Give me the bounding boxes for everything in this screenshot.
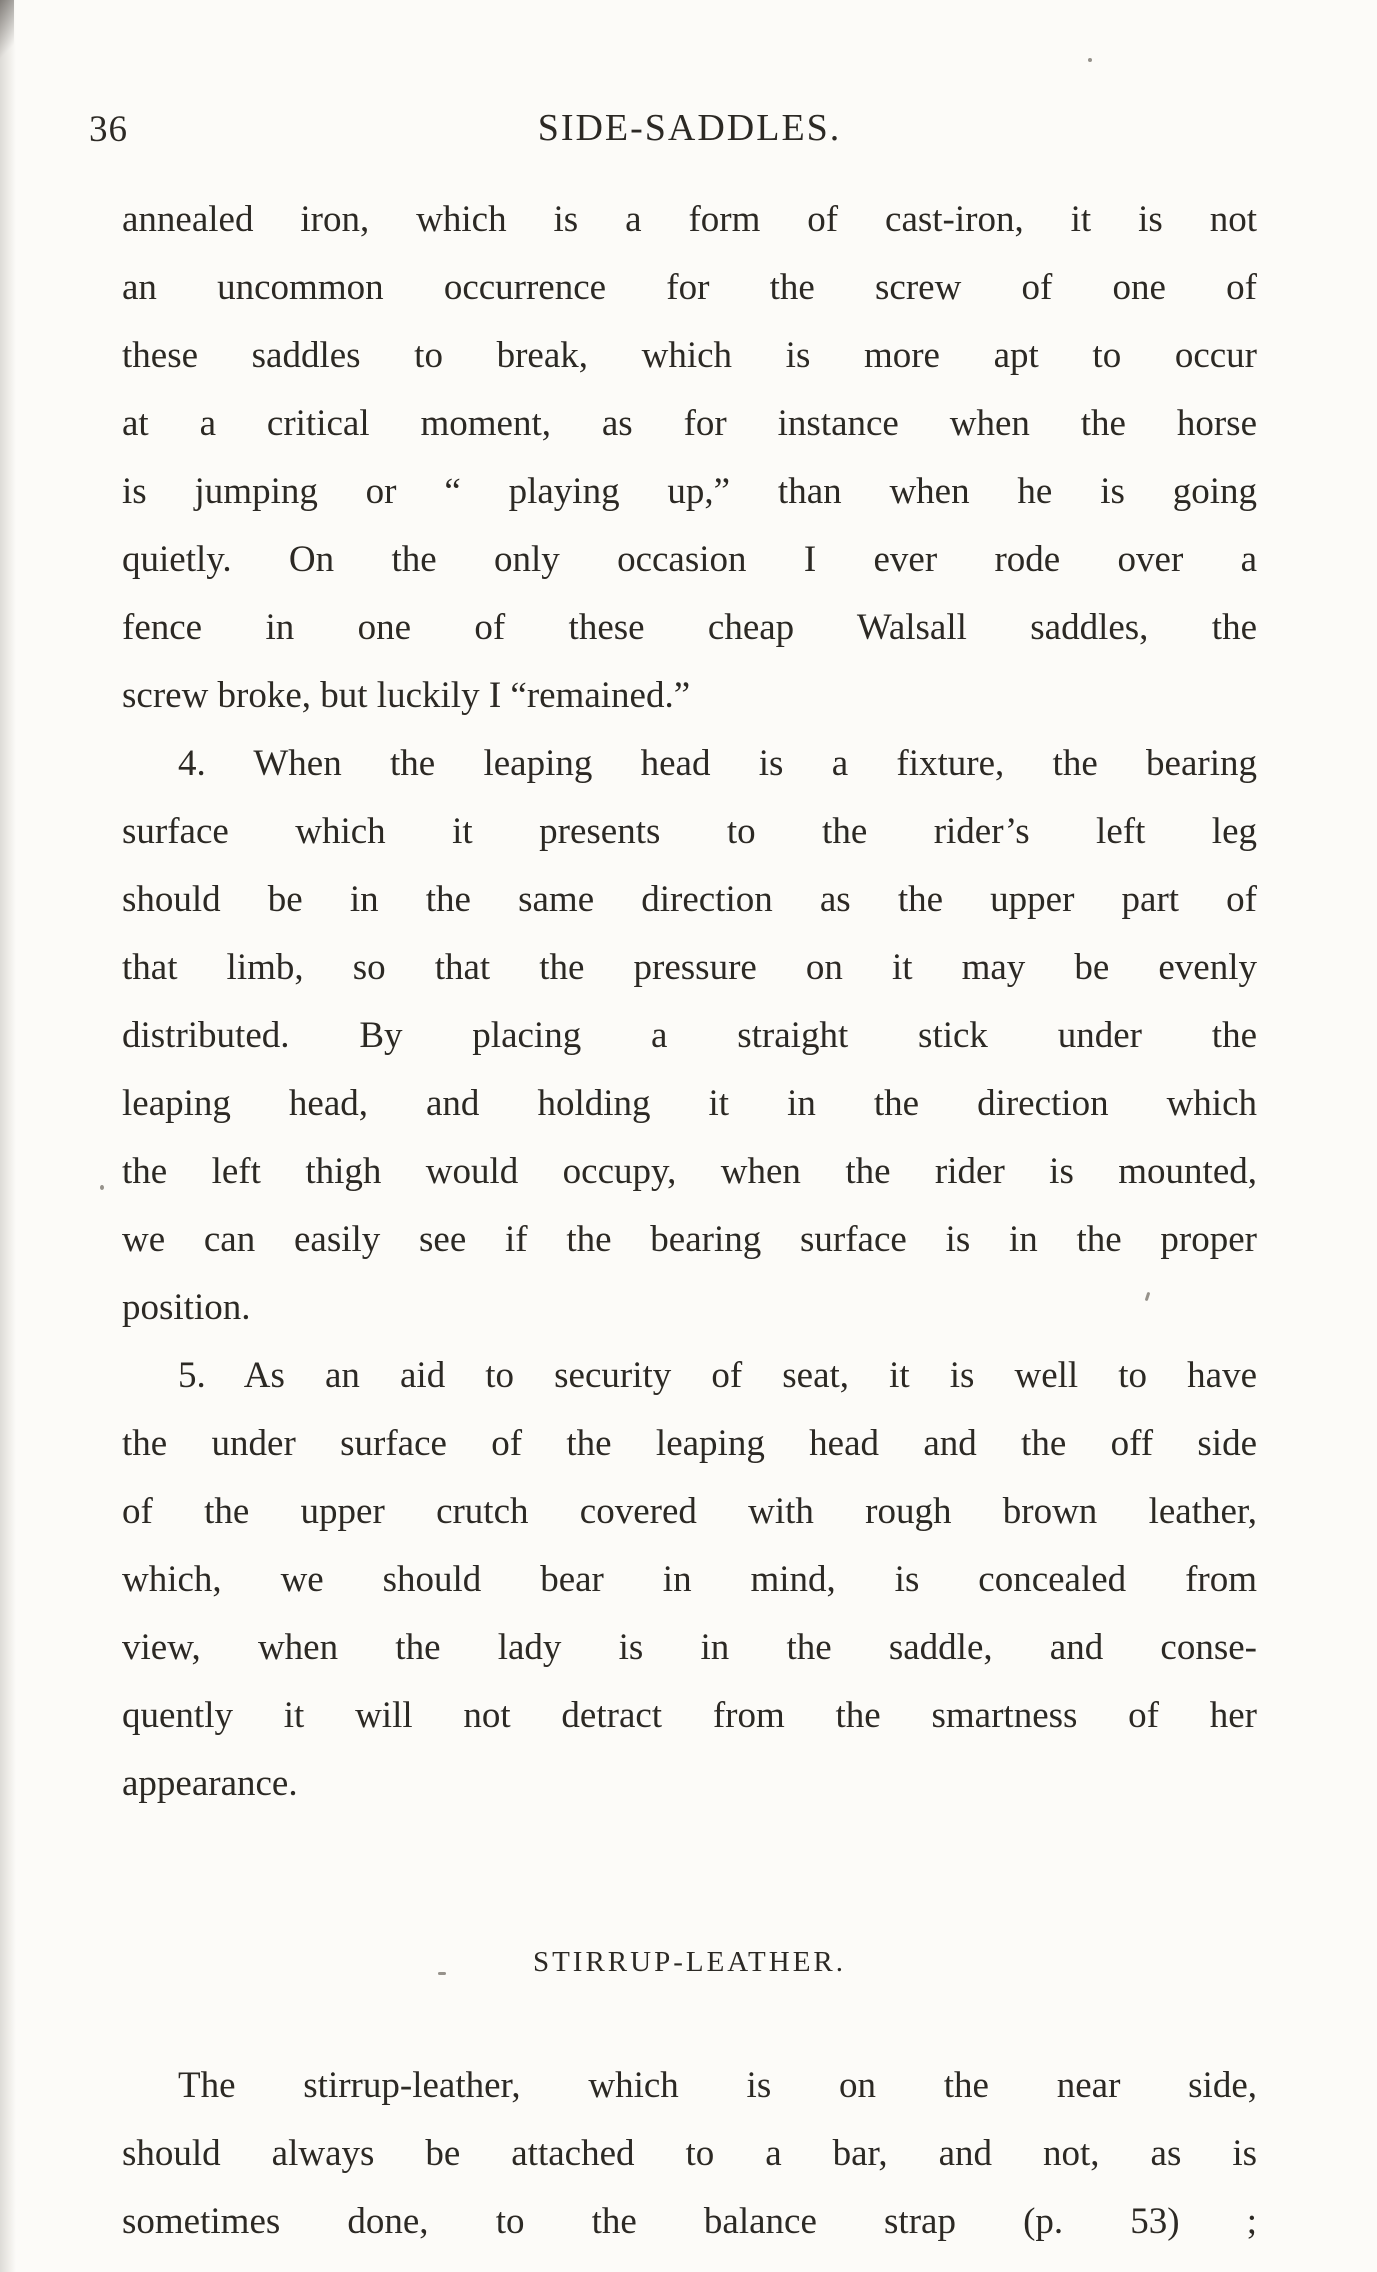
text-line: appearance. — [122, 1763, 298, 1804]
text-line: the under surface of the leaping head and the off side — [122, 1423, 1257, 1464]
body-paragraph — [122, 186, 1257, 730]
text-line: surface which it presents to the rider’s left leg — [122, 811, 1257, 852]
text-line: sometimes done, to the balance strap (p. 53) ; — [122, 2201, 1257, 2242]
text-line: screw broke, but luckily I “remained.” — [122, 675, 691, 716]
body-paragraph — [122, 730, 1257, 1342]
text-line: The stirrup-leather, which is on the near side, — [178, 2065, 1257, 2106]
text-line: view, when the lady is in the saddle, and conse- — [122, 1627, 1257, 1668]
text-line: at a critical moment, as for instance when the horse — [122, 403, 1257, 444]
text-line: quently it will not detract from the smartness of her — [122, 1695, 1257, 1736]
text-line: annealed iron, which is a form of cast-iron, it is not — [122, 199, 1257, 240]
body-paragraph — [122, 2052, 1257, 2256]
text-line: which, we should bear in mind, is concealed from — [122, 1559, 1257, 1600]
text-line: an uncommon occurrence for the screw of one of — [122, 267, 1257, 308]
text-line: should always be attached to a bar, and not, as is — [122, 2133, 1257, 2174]
text-line: 5. As an aid to security of seat, it is well to have — [178, 1355, 1257, 1396]
section-heading: STIRRUP-LEATHER. — [532, 1946, 847, 1978]
text-line: is jumping or “ playing up,” than when he is going — [122, 471, 1257, 512]
text-line: 4. When the leaping head is a fixture, the bearing — [178, 743, 1257, 784]
text-line: of the upper crutch covered with rough brown leather, — [122, 1491, 1257, 1532]
page-header — [89, 106, 1257, 156]
text-line: should be in the same direction as the upper part of — [122, 879, 1257, 920]
scan-speck — [100, 1185, 104, 1190]
text-line: position. — [122, 1287, 251, 1328]
text-line: that limb, so that the pressure on it may be evenly — [122, 947, 1257, 988]
running-title: SIDE-SADDLES. — [537, 107, 842, 149]
text-line: these saddles to break, which is more apt to occur — [122, 335, 1257, 376]
text-line: leaping head, and holding it in the direction which — [122, 1083, 1257, 1124]
scan-speck — [1088, 58, 1092, 62]
body-paragraph — [122, 1342, 1257, 1818]
text-line: quietly. On the only occasion I ever rode over a — [122, 539, 1257, 580]
text-line: fence in one of these cheap Walsall saddles, the — [122, 607, 1257, 648]
scan-speck — [438, 1972, 446, 1975]
text-line: we can easily see if the bearing surface is in the proper — [122, 1219, 1257, 1260]
page-number: 36 — [89, 109, 128, 150]
text-line: the left thigh would occupy, when the rider is mounted, — [122, 1151, 1257, 1192]
text-line: distributed. By placing a straight stick under the — [122, 1015, 1257, 1056]
